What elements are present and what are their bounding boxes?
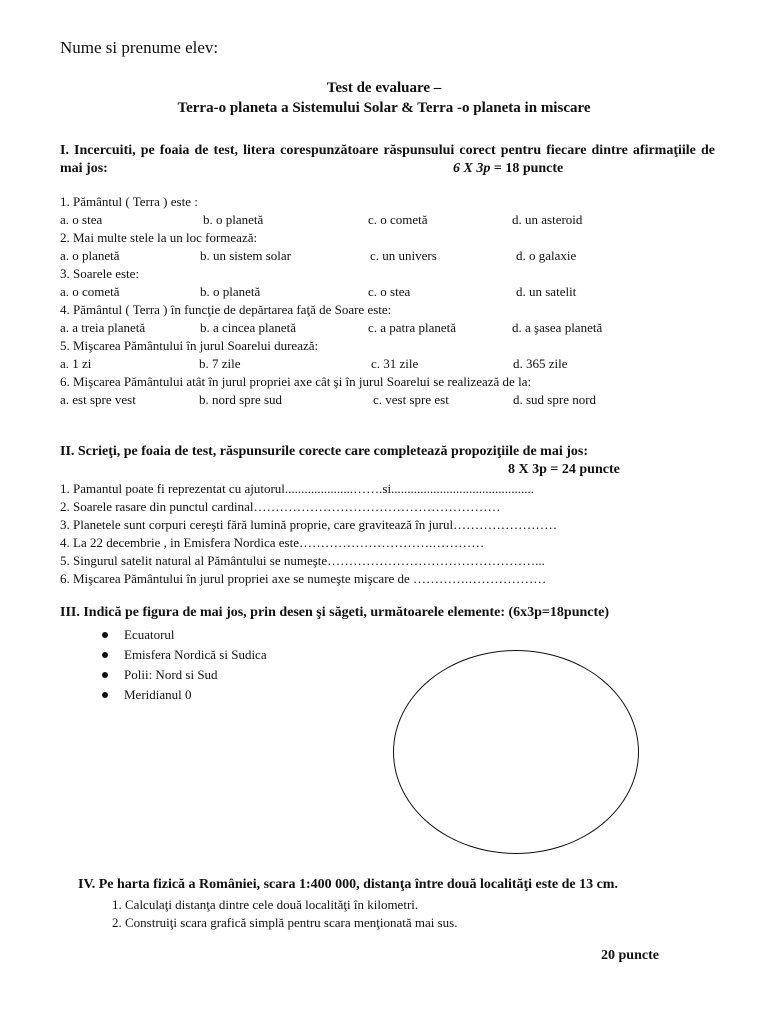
list-item: Ecuatorul	[100, 625, 267, 645]
option-d: d. sud spre nord	[513, 392, 597, 407]
option-a: a. o cometă	[60, 284, 120, 299]
section-1-numeral: I	[60, 143, 66, 158]
question-text: 6. Mişcarea Pământului atât în jurul propriei axe cât şi în jurul Soarelui se realizează de la:	[60, 374, 532, 389]
option-d: d. 365 zile	[513, 356, 568, 371]
list-item: Emisfera Nordică si Sudica	[100, 645, 267, 665]
option-a: a. a treia planetă	[60, 320, 146, 335]
fill-item-2: 2. Soarele rasare din punctul cardinal…………………………………………………	[60, 499, 501, 514]
list-item: 1. Calculaţi distanţa dintre cele două localităţi în kilometri.	[112, 897, 419, 912]
list-item: 2. Construiţi scara grafică simplă pentru scara menţionată mai sus.	[112, 915, 458, 930]
question-text: 3. Soarele este:	[60, 266, 140, 281]
question-text: 5. Mişcarea Pământului în jurul Soarelui durează:	[60, 338, 319, 353]
option-b: b. o planetă	[200, 284, 261, 299]
option-b: b. nord spre sud	[199, 392, 283, 407]
option-d: d. o galaxie	[516, 248, 577, 263]
option-d: d. a şasea planetă	[512, 320, 603, 335]
section-4-points: 20 puncte	[601, 948, 659, 963]
fill-item-6: 6. Mişcarea Pământului în jurul propriei axe se numeşte mişcare de ………….………………	[60, 571, 547, 586]
earth-circle-figure	[393, 650, 639, 854]
section-2-points: 8 X 3p = 24 puncte	[508, 462, 620, 477]
fill-item-5: 5. Singurul satelit natural al Pământului se numeşte…………………………………………...	[60, 553, 545, 568]
option-a: a. 1 zi	[60, 356, 92, 371]
section-1-points-formula: 6 X 3p	[453, 161, 491, 176]
fill-item-3: 3. Planetele sunt corpuri cereşti fără lumină proprie, care gravitează în jurul……………………	[60, 517, 558, 532]
student-name-label: Nume si prenume elev:	[60, 38, 219, 57]
section-1-points-total: = 18 puncte	[490, 161, 564, 176]
option-c: c. 31 zile	[371, 356, 419, 371]
section-4-heading: IV. Pe harta fizică a României, scara 1:400 000, distanţa între două localităţi este de 13 cm.	[78, 877, 618, 892]
test-title: Test de evaluare –	[326, 80, 442, 96]
section-3-heading: III. Indică pe figura de mai jos, prin desen şi săgeti, următoarele elemente: (6x3p=18puncte)	[60, 605, 610, 620]
option-c: c. a patra planetă	[368, 320, 457, 335]
section-3-list	[100, 625, 267, 705]
option-c: c. un univers	[370, 248, 437, 263]
option-a: a. o planetă	[60, 248, 120, 263]
option-c: c. o stea	[368, 284, 411, 299]
section-4-list	[112, 896, 457, 932]
option-a: a. est spre vest	[60, 392, 136, 407]
option-b: b. a cincea planetă	[200, 320, 296, 335]
option-d: d. un satelit	[516, 284, 577, 299]
option-a: a. o stea	[60, 212, 103, 227]
question-text: 4. Pământul ( Terra ) în funcţie de depărtarea faţă de Soare este:	[60, 302, 392, 317]
fill-item-1: 1. Pamantul poate fi reprezentat cu ajutorul.....................…….si............................................	[60, 481, 535, 496]
test-subtitle: Terra-o planeta a Sistemului Solar & Terra -o planeta in miscare	[177, 100, 591, 116]
question-text: 1. Pământul ( Terra ) este :	[60, 194, 198, 209]
option-c: c. vest spre est	[373, 392, 449, 407]
question-text: 2. Mai multe stele la un loc formează:	[60, 230, 258, 245]
option-b: b. un sistem solar	[200, 248, 291, 263]
section-1-instruction	[60, 142, 715, 178]
section-2-heading: II. Scrieţi, pe foaia de test, răspunsurile corecte care completează propoziţiile de mai jos:	[60, 444, 588, 459]
fill-item-4: 4. La 22 decembrie , in Emisfera Nordica este………………………….…………	[60, 535, 485, 550]
option-d: d. un asteroid	[512, 212, 583, 227]
list-item: Meridianul 0	[100, 685, 267, 705]
list-item: Polii: Nord si Sud	[100, 665, 267, 685]
section-1-text: . Incercuiti, pe foaia de test, litera corespunzătoare răspunsului corect pentru fiecare dintre afirmaţiile de mai jos:	[60, 143, 715, 176]
option-b: b. o planetă	[203, 212, 264, 227]
section-1-points	[453, 160, 563, 178]
option-c: c. o cometă	[368, 212, 428, 227]
option-b: b. 7 zile	[199, 356, 241, 371]
